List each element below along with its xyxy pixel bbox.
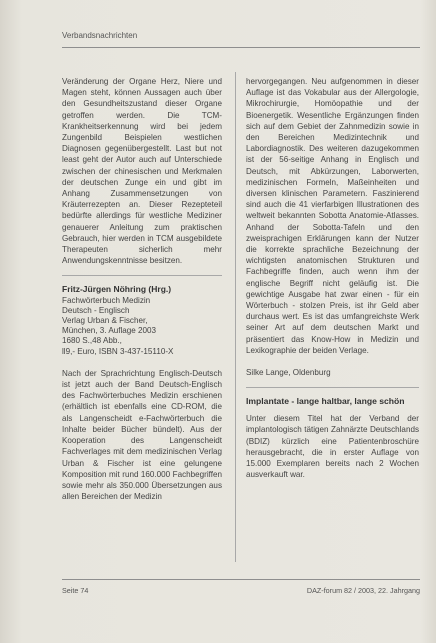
book-place-edition: München, 3. Auflage 2003 <box>62 326 157 336</box>
continuation-paragraph: hervorgegangen. Neu aufgenommen in dieser Auflage ist das Vokabular aus der Allergologie, Mikrochirurgie, Homöopathie und der Bioenergetik. Wesentliche Ergänzungen finden sich auf dem Gebiet der Zahnmedizin sowie in den Bereichen Medizintechnik und Labordiagnostik. Des weiteren dazugekommen ist der 56-seitige Anhang in Englisch und Deutsch, mit Abkürzungen, Laborwerten, medizinischen Formeln, Maßeinheiten und diversen klinischen Parametern. Faszinierend sind auch die 41 vierfarbigen Illustrationen des weltweit bekannten Sobotta Anatomie-Atlasses. Anhand der Sobotta-Tafeln und den zweisprachigen Erklärungen kann der Nutzer die korrekte sprachliche Bezeichnung der wichtigsten anatomischen Strukturen und Fachbegriffe finden, auch wenn ihm der englische Begriff nicht geläufig ist. Die gewichtige Ausgabe hat zwar einen - für ein Wörterbuch - stolzen Preis, ist ihr Geld aber durchaus wert. Es ist das umfangreichste Werk seiner Art auf dem deutschen Markt und präsentiert das Know-How in Medizin und Lexikographie der beiden Verlage. <box>246 77 419 355</box>
footer-rule <box>62 579 420 580</box>
article-paragraph: Unter diesem Titel hat der Verband der implantologisch tätigen Zahnärzte Deutschlands (BDIZ) kürzlich eine Patientenbroschüre herausgebracht, die in erster Auflage von 15.000 Exemplaren bereits nach 2 Wochen ausverkauft war. <box>246 414 419 480</box>
header-rule <box>62 47 420 48</box>
book-price-isbn: ll9,- Euro, ISBN 3-437-15110-X <box>62 346 174 356</box>
right-column <box>246 76 419 481</box>
book-info <box>62 284 222 356</box>
column-separator <box>246 387 419 388</box>
left-column <box>62 76 222 502</box>
spacer <box>62 357 222 368</box>
section-header: Verbandsnachrichten <box>62 31 138 40</box>
spacer <box>246 356 419 367</box>
book-author: Fritz-Jürgen Nöhring (Hrg.) <box>62 284 172 295</box>
book-title: Fachwörterbuch Medizin <box>62 295 151 305</box>
page-number: Seite 74 <box>62 586 89 595</box>
article-heading: Implantate - lange haltbar, lange schön <box>246 396 405 407</box>
column-divider <box>235 72 236 562</box>
book-subtitle: Deutsch - Englisch <box>62 305 130 315</box>
issue-info: DAZ-forum 82 / 2003, 22. Jahrgang <box>306 586 420 595</box>
column-separator <box>62 275 222 276</box>
intro-paragraph: Veränderung der Organe Herz, Niere und Magen steht, können Aussagen auch über den Gesundheitszustand dieser Organe getroffen werden. Die TCM-Krankheitserkennung wird bei jedem Zungenbild Beispielen westlichen Diagnosen gegenübergestellt. Last but not least geht der Autor auch auf Unterschiede zwischen der chinesischen und Merkmalen der deutschen Zunge ein und gibt im Anhang Zusammensetzungen von Kräuterrezepten an. Dieser Rezepteteil bedürfte allerdings für westliche Mediziner genauerer Anleitung zum praktischen Gebrauch, hier werden in TCM ausgebildete Therapeuten sicherlich mehr Anwendungskenntnisse besitzen. <box>62 77 222 266</box>
book-publisher: Verlag Urban & Fischer, <box>62 316 148 326</box>
review-signature: Silke Lange, Oldenburg <box>246 368 331 378</box>
book-pages: 1680 S.,48 Abb., <box>62 336 122 346</box>
review-paragraph: Nach der Sprachrichtung Englisch-Deutsch ist jetzt auch der Band Deutsch-Englisch des Fachwörterbuches Medizin erschienen (erhältlich ist ebenfalls eine CD-ROM, die als Langenscheidt e-Fachwörterbuch die Inhalte beider Bücher bündelt). Aus der Kooperation des Langenscheidt Fachverlages mit dem medizinischen Verlag Urban & Fischer ist eine gelungene Komposition mit rund 160.000 Fachbegriffen sowie mehr als 350.000 Übersetzungen aus allen Bereichen der Medizin <box>62 368 222 502</box>
